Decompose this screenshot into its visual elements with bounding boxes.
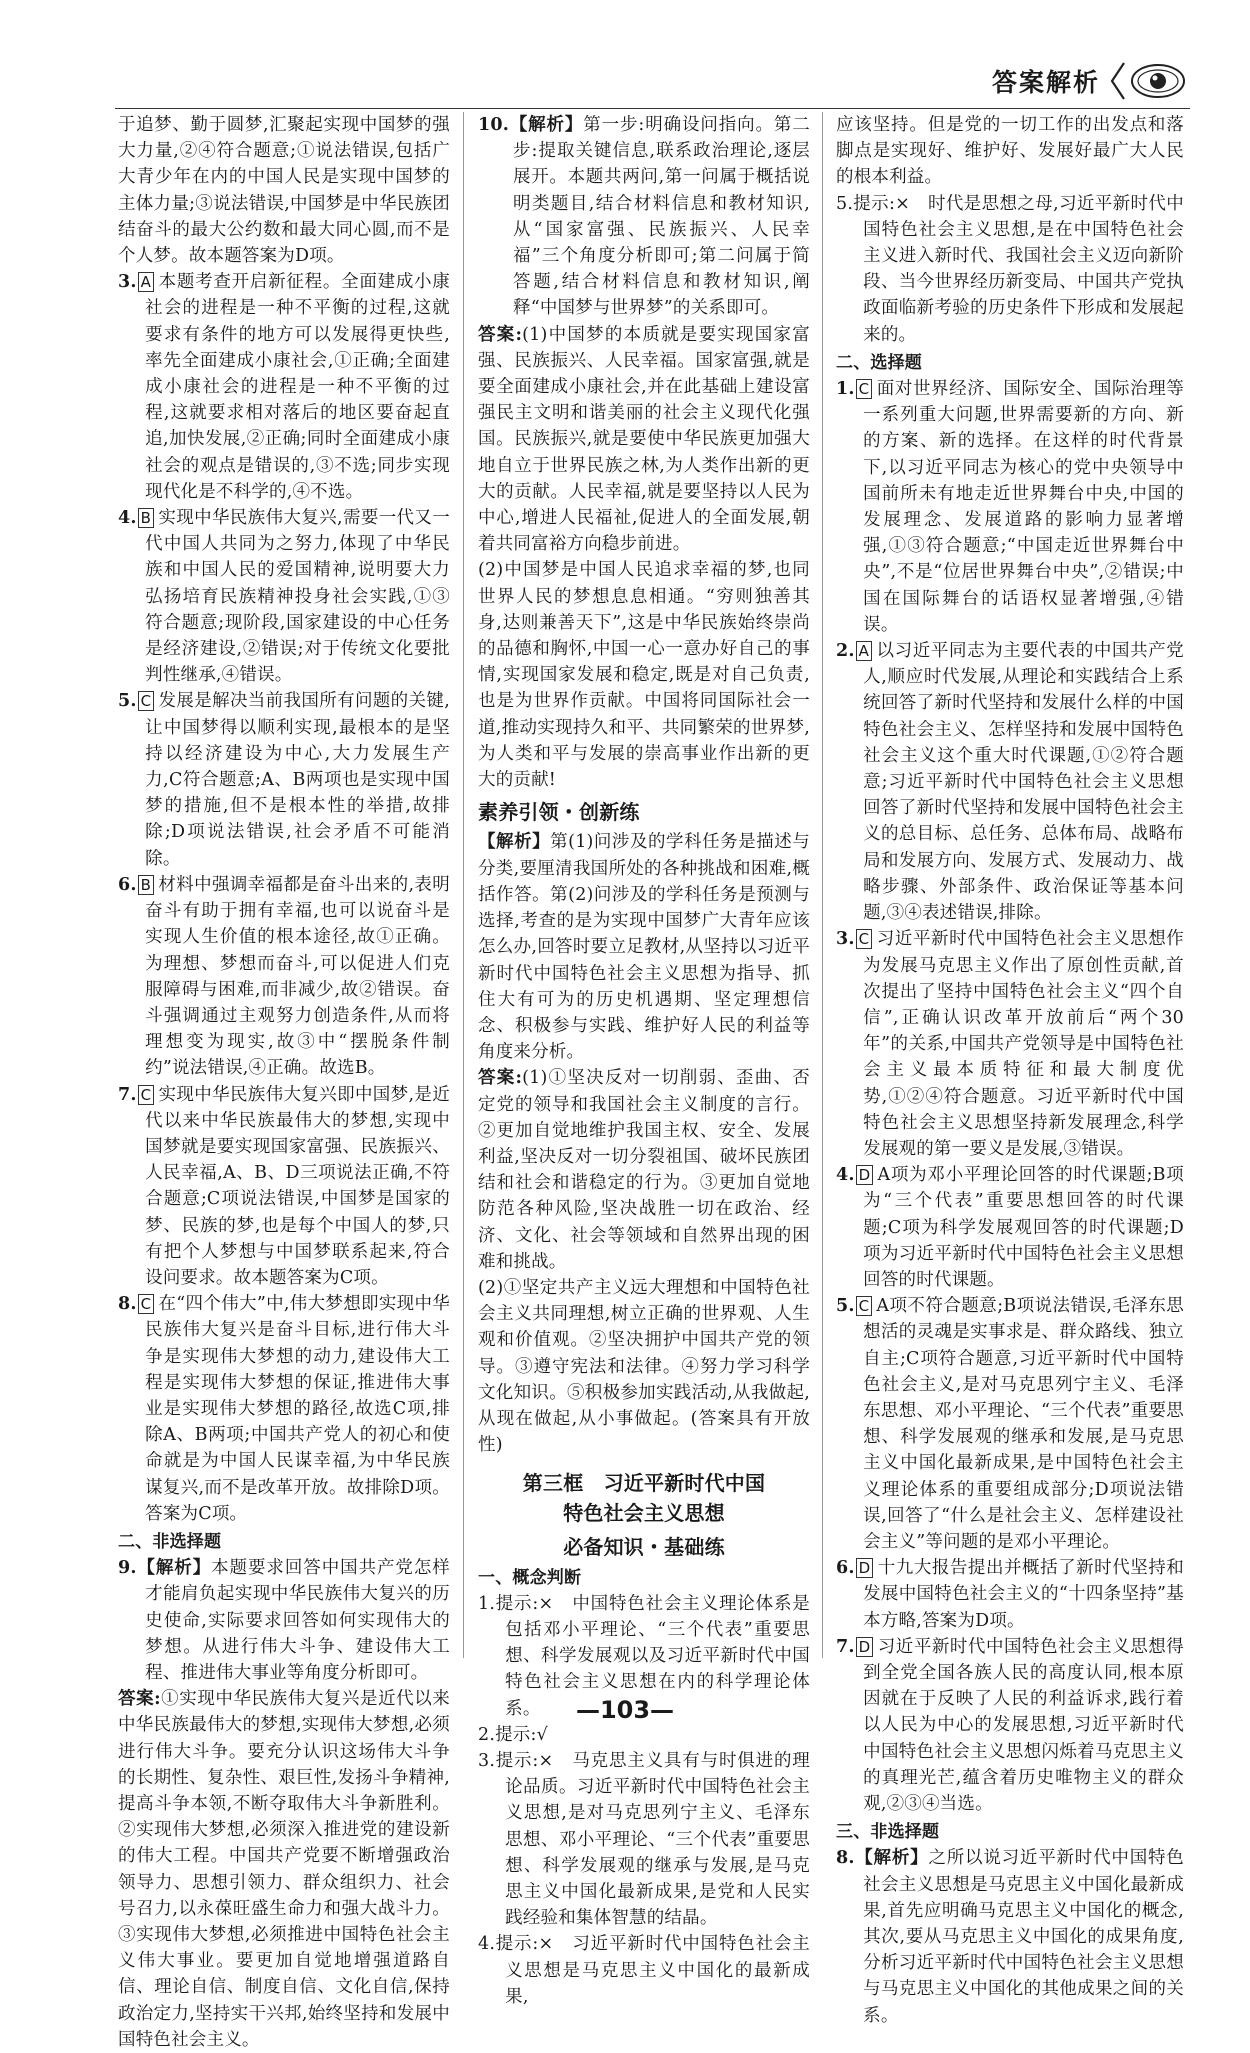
choice-5: 5. C A项不符合题意;B项说法错误,毛泽东思想活的灵魂是实事求是、群众路线、独立自主;C项符合题意,习近平新时代中国特色社会主义,是对马克思列宁主义、毛泽东思想、邓小平理论、“三个代表”重要思想、科学发展观的继承和发展,是马克思主义中国化最新成果,是中国特色社会主义理论体系的重要组成部分;D项说法错误,回答了“什么是社会主义、怎样建设社会主义”等问题的是邓小平理论。 <box>836 1296 1184 1552</box>
answer-box: A <box>138 272 154 292</box>
answer-box: C <box>138 1294 155 1314</box>
subsection-heading: 素养引领・创新练 <box>478 800 640 825</box>
answer-box: C <box>138 691 155 711</box>
column-left <box>118 112 450 2053</box>
subsection-heading: 必备知识・基础练 <box>563 1535 725 1560</box>
section-heading: 二、非选择题 <box>118 1531 222 1552</box>
column-divider <box>822 112 823 1658</box>
paragraph: 应该坚持。但是党的一切工作的出发点和落脚点是实现好、维护好、发展好最广大人民的根本利益。 <box>836 115 1184 188</box>
choice-7: 7. D 习近平新时代中国特色社会主义思想得到全党全国各族人民的高度认同,根本原因就在于反映了人民的利益诉求,践行着以人民为中心的发展思想,习近平新时代中国特色社会主义思想闪烁着马克思主义的真理光芒,蕴含着历史唯物主义的群众观,②③④当选。 <box>836 1636 1184 1814</box>
column-middle <box>478 112 810 2010</box>
section-heading: 三、非选择题 <box>836 1822 940 1843</box>
question-4: 4. B 实现中华民族伟大复兴,需要一代又一代中国人共同为之努力,体现了中华民族和中国人民的爱国精神,说明要大力弘扬培育民族精神投身社会实践,①③符合题意;现阶段,国家建设的中心任务是经济建设,②错误;对于传统文化要批判性继承,④错误。 <box>118 508 450 686</box>
eye-logo-icon <box>1110 59 1190 103</box>
answer-box: C <box>856 1296 873 1316</box>
section-heading: 二、选择题 <box>836 352 922 373</box>
choice-3: 3. C 习近平新时代中国特色社会主义思想作为发展马克思主义作出了原创性贡献,首次提出了坚持中国特色社会主义“四个自信”,正确认识改革开放前后“两个30年”的关系,中国共产党领导是中国特色社会主义最本质特征和最大制度优势,①②④符合题意。习近平新时代中国特色社会主义思想坚持新发展理念,科学发展观的第一要义是发展,③错误。 <box>836 929 1184 1159</box>
page-header <box>992 56 1190 106</box>
answer-box: C <box>856 929 873 949</box>
judgement-4: 4.提示:× 习近平新时代中国特色社会主义思想是马克思主义中国化的最新成果, <box>478 1934 810 2007</box>
answer-box: B <box>138 508 155 528</box>
analysis-11: 【解析】第(1)问涉及的学科任务是描述与分类,要厘清我国所处的各种挑战和困难,概括作答。第(2)问涉及的学科任务是预测与选择,考查的是为实现中国梦广大青年应该怎么办,回答时要立足教材,从坚持以习近平新时代中国特色社会主义思想为指导、抓住大有可为的历史机遇期、坚定理想信念、积极参与实践、维护好人民的利益等角度来分析。 <box>478 832 810 1063</box>
judgement-3: 3.提示:× 马克思主义具有与时俱进的理论品质。习近平新时代中国特色社会主义思想,是对马克思列宁主义、毛泽东思想、邓小平理论、“三个代表”重要思想、科学发展观的继承与发展,是马克思主义中国化最新成果,是党和人民实践经验和集体智慧的结晶。 <box>478 1750 810 1929</box>
answer-10-part2: (2)中国梦是中国人民追求幸福的梦,也同世界人民的梦想息息相通。“穷则独善其身,达则兼善天下”,这是中华民族始终崇尚的品德和胸怀,中国一心一意办好自己的事情,实现国家发展和稳定,既是对自己负责,也是为世界作贡献。中国将同国际社会一道,推动实现持久和平、共同繁荣的世界梦,为人类和平与发展的崇高事业作出新的更大的贡献! <box>478 560 810 791</box>
lesson-title: 第三框 习近平新时代中国 特色社会主义思想 <box>522 1471 766 1526</box>
answer-box: D <box>856 1558 874 1578</box>
column-divider <box>463 112 464 1658</box>
answer-box: C <box>856 379 873 399</box>
question-3: 3. A 本题考查开启新征程。全面建成小康社会的进程是一种不平衡的过程,这就要求有条件的地方可以发展得更快些,率先全面建成小康社会,①正确;全面建成小康社会的进程是一种不平衡的过程,这就要求相对落后的地区要奋起直追,加快发展,②正确;同时全面建成小康社会的观点是错误的,③不选;同步实现现代化是不科学的,④不选。 <box>118 272 450 502</box>
answer-10-part1: 答案:(1)中国梦的本质就是要实现国家富强、民族振兴、人民幸福。国家富强,就是要全面建成小康社会,并在此基础上建设富强民主文明和谐美丽的社会主义现代化强国。民族振兴,就是要使中华民族更加强大地自立于世界民族之林,为人类作出新的更大的贡献。人民幸福,就是要坚持以人民为中心,增进人民福祉,促进人的全面发展,朝着共同富裕方向稳步前进。 <box>478 324 810 555</box>
answer-box: C <box>138 1085 155 1105</box>
judgement-5: 5.提示:× 时代是思想之母,习近平新时代中国特色社会主义思想,是在中国特色社会主义进入新时代、我国社会主义迈向新阶段、当今世界经历新变局、中国共产党执政面临新考验的历史条件下形成和发展起来的。 <box>836 193 1184 345</box>
question-9: 9.【解析】本题要求回答中国共产党怎样才能肩负起实现中华民族伟大复兴的历史使命,实际要求回答如何实现伟大的梦想。从进行伟大斗争、建设伟大工程、推进伟大事业等角度分析即可。 <box>118 1558 450 1683</box>
judgement-2: 2.提示:√ <box>478 1724 548 1745</box>
choice-4: 4. D A项为邓小平理论回答的时代课题;B项为“三个代表”重要思想回答的时代课题;C项为科学发展观回答的时代课题;D项为习近平新时代中国特色社会主义思想回答的时代课题。 <box>836 1165 1184 1290</box>
answer-box: D <box>856 1637 874 1657</box>
answer-11-part2: (2)①坚定共产主义远大理想和中国特色社会主义共同理想,树立正确的世界观、人生观和价值观。②坚决拥护中国共产党的领导。③遵守宪法和法律。④努力学习科学文化知识。⑤积极参加实践活动,从我做起,从现在做起,从小事做起。(答案具有开放性) <box>478 1277 810 1456</box>
answer-9: 答案:①实现中华民族伟大复兴是近代以来中华民族最伟大的梦想,实现伟大梦想,必须进行伟大斗争。要充分认识这场伟大斗争的长期性、复杂性、艰巨性,发扬斗争精神,提高斗争本领,不断夺取伟大斗争新胜利。②实现伟大梦想,必须深入推进党的建设新的伟大工程。中国共产党要不断增强政治领导力、思想引领力、群众组织力、社会号召力,以永葆旺盛生命力和强大战斗力。③实现伟大梦想,必须推进中国特色社会主义伟大事业。要更加自觉地增强道路自信、理论自信、制度自信、文化自信,保持政治定力,坚持实干兴邦,始终坚持和发展中国特色社会主义。 <box>118 1689 450 2050</box>
section-heading: 一、概念判断 <box>478 1567 582 1588</box>
question-7: 7. C 实现中华民族伟大复兴即中国梦,是近代以来中华民族最伟大的梦想,实现中国梦就是要实现国家富强、民族振兴、人民幸福,A、B、D三项说法正确,不符合题意;C项说法错误,中国梦是国家的梦、民族的梦,也是每个中国人的梦,只有把个人梦想与中国梦联系起来,符合设问要求。故本题答案为C项。 <box>118 1084 450 1288</box>
answer-11-part1: 答案:(1)①坚决反对一切削弱、歪曲、否定党的领导和我国社会主义制度的言行。②更加自觉地维护我国主权、安全、发展利益,坚决反对一切分裂祖国、破坏民族团结和社会和谐稳定的行为。③更加自觉地防范各种风险,坚决战胜一切在政治、经济、文化、社会等领域和自然界出现的困难和挑战。 <box>478 1068 810 1272</box>
question-10: 10.【解析】第一步:明确设问指向。第二步:提取关键信息,联系政治理论,逐层展开。本题共两问,第一问属于概括说明类题目,结合材料信息和教材知识,从“国家富强、民族振兴、人民幸福”三个角度分析即可;第二问属于简答题,结合材料信息和教材知识,阐释“中国梦与世界梦”的关系即可。 <box>478 115 810 319</box>
choice-1: 1. C 面对世界经济、国际安全、国际治理等一系列重大问题,世界需要新的方向、新的方案、新的选择。在这样的时代背景下,以习近平同志为核心的党中央领导中国前所未有地走近世界舞台中央,中国的发展理念、发展道路的影响力显著增强,①③符合题意;“中国走近世界舞台中央”,不是“位居世界舞台中央”,②错误;中国在国际舞台的话语权显著增强,④错误。 <box>836 379 1184 635</box>
question-5: 5. C 发展是解决当前我国所有问题的关键,让中国梦得以顺利实现,最根本的是坚持以经济建设为中心,大力发展生产力,C符合题意;A、B两项也是实现中国梦的措施,但不是根本性的举措,故排除;D项说法错误,社会矛盾不可能消除。 <box>118 691 450 869</box>
header-rule <box>115 108 1190 109</box>
column-right <box>836 112 1184 2029</box>
question-6: 6. B 材料中强调幸福都是奋斗出来的,表明奋斗有助于拥有幸福,也可以说奋斗是实现人生价值的根本途径,故①正确。为理想、梦想而奋斗,可以促进人们克服障碍与困难,而非减少,故②错误。奋斗强调通过主观努力创造条件,从而将理想变为现实,故③中“摆脱条件制约”说法错误,④正确。故选B。 <box>118 874 450 1079</box>
page-number: —103— <box>575 1696 675 1724</box>
question-8-analysis: 8.【解析】之所以说习近平新时代中国特色社会主义思想是马克思主义中国化最新成果,首先应明确马克思主义中国化的概念,其次,要从马克思主义中国化的成果角度,分析习近平新时代中国特色社会主义思想与马克思主义中国化的其他成果之间的关系。 <box>836 1848 1184 2026</box>
choice-6: 6. D 十九大报告提出并概括了新时代坚持和发展中国特色社会主义的“十四条坚持”基本方略,答案为D项。 <box>836 1558 1184 1631</box>
answer-box: D <box>856 1165 874 1185</box>
judgement-1: 1.提示:× 中国特色社会主义理论体系是包括邓小平理论、“三个代表”重要思想、科学发展观以及习近平新时代中国特色社会主义思想在内的科学理论体系。 <box>478 1593 810 1719</box>
question-8: 8. C 在“四个伟大”中,伟大梦想即实现中华民族伟大复兴是奋斗目标,进行伟大斗争是实现伟大梦想的动力,建设伟大工程是实现伟大梦想的保证,推进伟大事业是实现伟大梦想的路径,故选C项,排除A、B两项;中国共产党人的初心和使命就是为中国人民谋幸福,为中华民族谋复兴,而不是改革开放。故排除D项。答案为C项。 <box>118 1294 450 1524</box>
answer-box: A <box>856 641 872 661</box>
paragraph: 于追梦、勤于圆梦,汇聚起实现中国梦的强大力量,②④符合题意;①说法错误,包括广大青少年在内的中国人民是实现中国梦的主体力量;③说法错误,中国梦是中华民族团结奋斗的最大公约数和最大同心圆,而不是个人梦。故本题答案为D项。 <box>118 115 450 267</box>
choice-2: 2. A 以习近平同志为主要代表的中国共产党人,顺应时代发展,从理论和实践结合上系统回答了新时代坚持和发展什么样的中国特色社会主义、怎样坚持和发展中国特色社会主义这个重大时代课题,①②符合题意;习近平新时代中国特色社会主义思想回答了新时代坚持和发展中国特色社会主义的总目标、总任务、总体布局、战略布局和发展方向、发展方式、发展动力、战略步骤、外部条件、政治保证等基本问题,③④表述错误,排除。 <box>836 641 1184 924</box>
answer-box: B <box>138 875 155 895</box>
header-title: 答案解析 <box>991 68 1100 97</box>
